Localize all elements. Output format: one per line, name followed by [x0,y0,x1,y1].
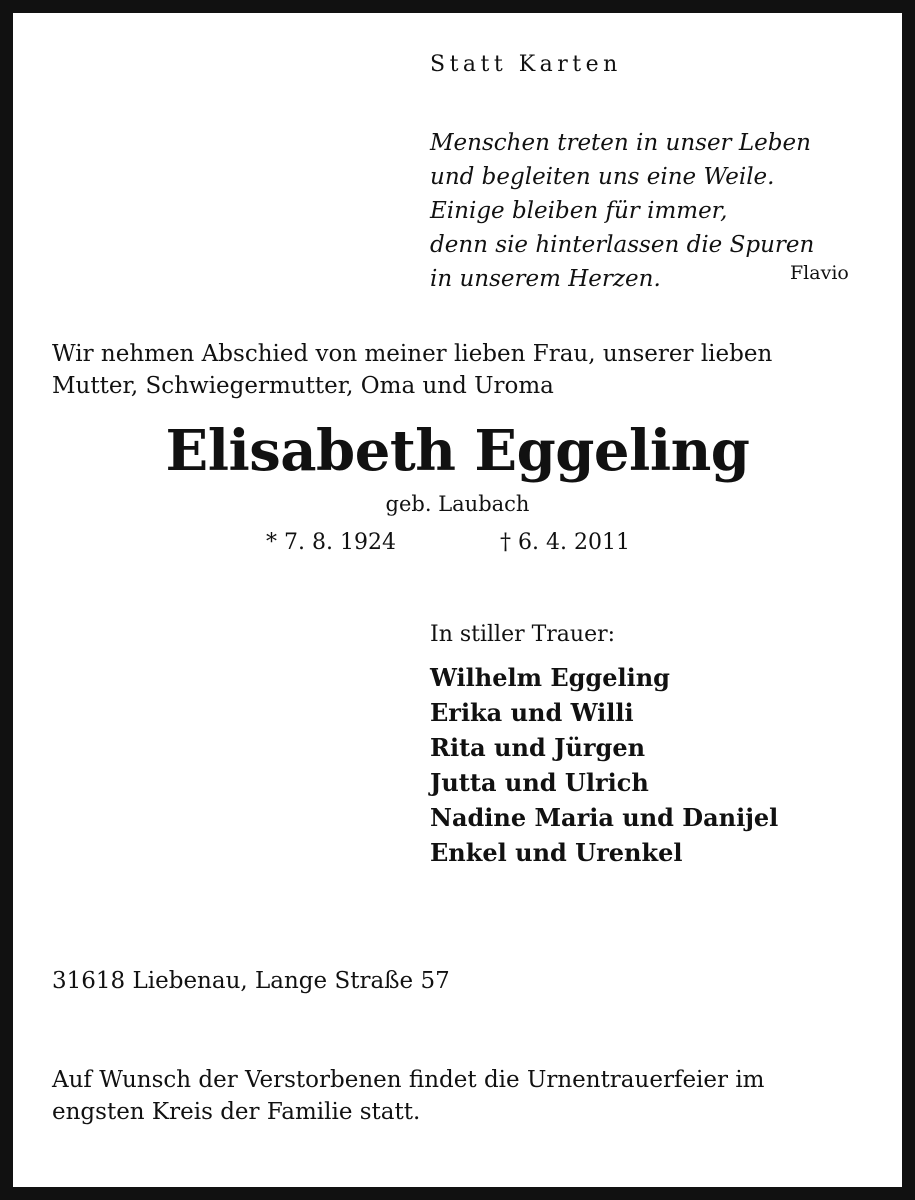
address: 31618 Liebenau, Lange Straße 57 [52,968,450,994]
poem-line: und begleiten uns eine Weile. [430,164,775,190]
poem-author: Flavio [790,262,849,284]
mourner-name: Rita und Jürgen [430,733,646,762]
poem-line: Einige bleiben für immer, [430,198,728,224]
mourner-name: Jutta und Ulrich [430,768,649,797]
poem-line: in unserem Herzen. [430,266,661,292]
death-date: † 6. 4. 2011 [500,530,630,555]
intro-text [52,338,772,402]
poem-line: Menschen treten in unser Leben [430,130,811,156]
mourner-name: Enkel und Urenkel [430,838,683,867]
deceased-name: Elisabeth Eggeling [165,418,750,484]
notice-line: engsten Kreis der Familie statt. [52,1099,421,1125]
intro-line: Wir nehmen Abschied von meiner lieben Frau, unserer lieben [52,341,773,367]
header-statt-karten: Statt Karten [430,52,622,77]
mourner-name: Erika und Willi [430,698,634,727]
maiden-name: geb. Laubach [385,492,530,516]
ceremony-notice [52,1064,765,1128]
mourning-label: In stiller Trauer: [430,622,616,647]
mourners-list [430,660,778,870]
birth-date: * 7. 8. 1924 [266,530,396,555]
mourner-name: Nadine Maria und Danijel [430,803,779,832]
intro-line: Mutter, Schwiegermutter, Oma und Uroma [52,373,554,399]
notice-line: Auf Wunsch der Verstorbenen findet die Urnentrauerfeier im [52,1067,765,1093]
poem-line: denn sie hinterlassen die Spuren [430,232,815,258]
mourner-name: Wilhelm Eggeling [430,663,670,692]
poem [430,126,814,296]
